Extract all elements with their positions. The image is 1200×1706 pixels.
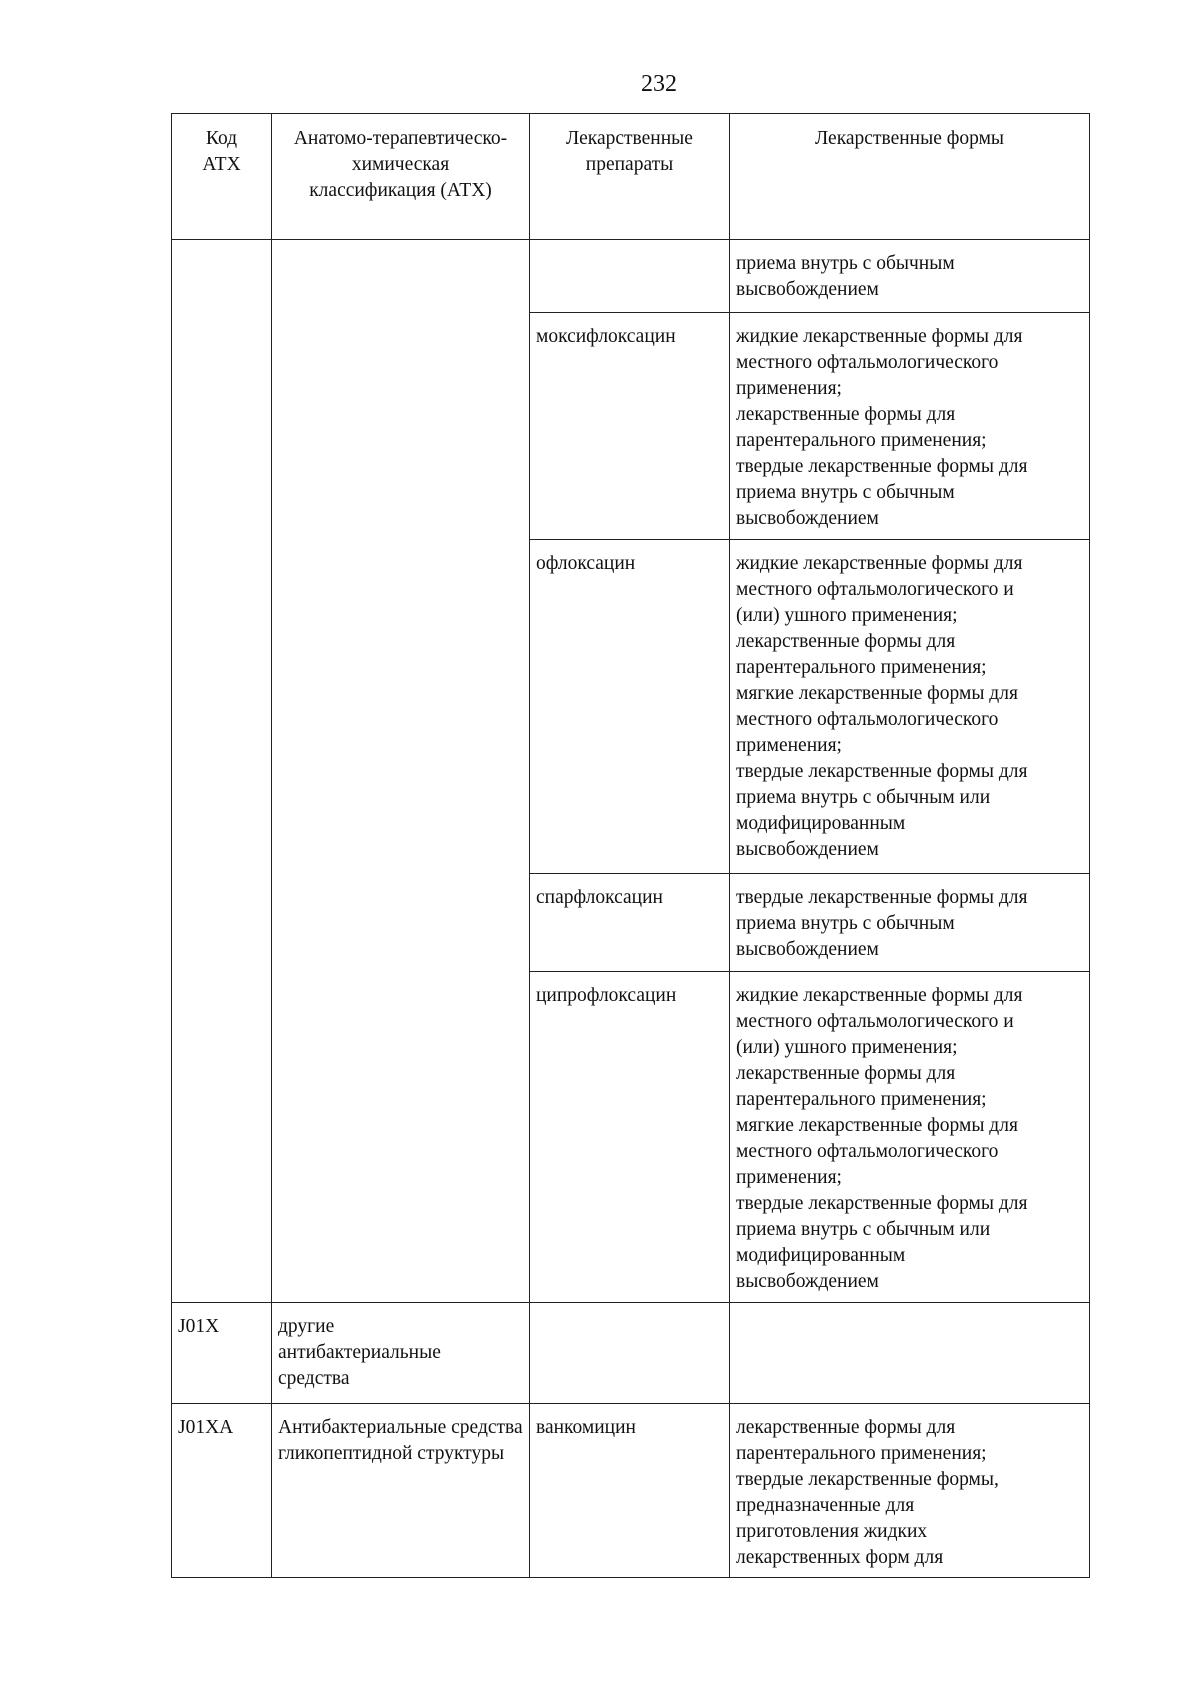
forms-line: высвобождением (736, 279, 879, 300)
forms-cell (730, 240, 1090, 313)
forms-line: высвобождением (736, 939, 879, 960)
drug-cell: спарфлоксацин (530, 874, 730, 972)
forms-line: приема внутрь с обычным или (736, 1219, 991, 1240)
forms-line: парентерального применения; (736, 1089, 987, 1110)
forms-line: (или) ушного применения; (736, 1037, 958, 1058)
forms-line: лекарственные формы для (736, 1063, 956, 1084)
drug-cell: офлоксацин (530, 540, 730, 874)
forms-cell (730, 972, 1090, 1303)
forms-line: жидкие лекарственные формы для (736, 553, 1023, 574)
code-cell: J01X (172, 1303, 272, 1404)
forms-line: мягкие лекарственные формы для (736, 683, 1018, 704)
forms-line: лекарственных форм для (736, 1547, 944, 1568)
forms-line: высвобождением (736, 839, 879, 860)
forms-line: парентерального применения; (736, 1443, 987, 1464)
forms-line: модифицированным (736, 1245, 906, 1266)
forms-line: мягкие лекарственные формы для (736, 1115, 1018, 1136)
classification-text: другие антибактериальные средства (278, 1316, 441, 1389)
header-forms-text: Лекарственные формы (814, 128, 1005, 149)
forms-cell (730, 874, 1090, 972)
header-drugs (530, 114, 730, 240)
header-drugs-text: Лекарственные препараты (566, 128, 693, 175)
forms-line: приготовления жидких (736, 1521, 928, 1542)
forms-line: приема внутрь с обычным или (736, 787, 991, 808)
forms-line: лекарственные формы для (736, 631, 956, 652)
forms-line: парентерального применения; (736, 657, 987, 678)
forms-line: применения; (736, 378, 842, 399)
atx-table (171, 113, 1090, 1578)
forms-cell (730, 540, 1090, 874)
forms-line: парентерального применения; (736, 430, 987, 451)
forms-line: жидкие лекарственные формы для (736, 326, 1023, 347)
forms-line: лекарственные формы для (736, 404, 956, 425)
header-classification-text: Анатомо-терапевтическо-химическая классификация (АТХ) (293, 128, 508, 201)
forms-line: местного офтальмологического и (736, 1011, 1014, 1032)
forms-line: применения; (736, 735, 842, 756)
forms-line: модифицированным (736, 813, 906, 834)
drug-cell: моксифлоксацин (530, 313, 730, 540)
classification-cell (272, 1303, 530, 1404)
code-cell (172, 240, 272, 1303)
forms-line: местного офтальмологического (736, 709, 999, 730)
forms-cell (730, 313, 1090, 540)
classification-cell (272, 240, 530, 1303)
forms-line: местного офтальмологического и (736, 579, 1014, 600)
forms-cell (730, 1303, 1090, 1404)
forms-cell (730, 1404, 1090, 1578)
classification-cell (272, 1404, 530, 1578)
drug-cell (530, 240, 730, 313)
header-forms (730, 114, 1090, 240)
classification-text: Антибактериальные средства гликопептидной структуры (278, 1417, 523, 1464)
forms-line: высвобождением (736, 508, 879, 529)
code-cell: J01XA (172, 1404, 272, 1578)
forms-line: жидкие лекарственные формы для (736, 985, 1023, 1006)
page-number: 232 (641, 71, 677, 97)
drug-cell: ванкомицин (530, 1404, 730, 1578)
forms-line: высвобождением (736, 1271, 879, 1292)
forms-line: приема внутрь с обычным (736, 253, 955, 274)
header-code (172, 114, 272, 240)
drug-cell (530, 1303, 730, 1404)
table-header-row (172, 114, 1090, 240)
forms-line: предназначенные для (736, 1495, 915, 1516)
forms-line: применения; (736, 1167, 842, 1188)
forms-line: приема внутрь с обычным (736, 482, 955, 503)
table-row (172, 1303, 1090, 1404)
forms-line: твердые лекарственные формы для (736, 887, 1028, 908)
forms-line: твердые лекарственные формы для (736, 456, 1028, 477)
table-row (172, 1404, 1090, 1578)
forms-line: твердые лекарственные формы, (736, 1469, 999, 1490)
forms-line: приема внутрь с обычным (736, 913, 955, 934)
table-row (172, 240, 1090, 313)
header-classification (272, 114, 530, 240)
header-code-text: Код АТХ (202, 128, 241, 175)
forms-line: местного офтальмологического (736, 352, 999, 373)
drug-cell: ципрофлоксацин (530, 972, 730, 1303)
forms-line: твердые лекарственные формы для (736, 761, 1028, 782)
forms-line: (или) ушного применения; (736, 605, 958, 626)
forms-line: лекарственные формы для (736, 1417, 956, 1438)
forms-line: местного офтальмологического (736, 1141, 999, 1162)
forms-line: твердые лекарственные формы для (736, 1193, 1028, 1214)
